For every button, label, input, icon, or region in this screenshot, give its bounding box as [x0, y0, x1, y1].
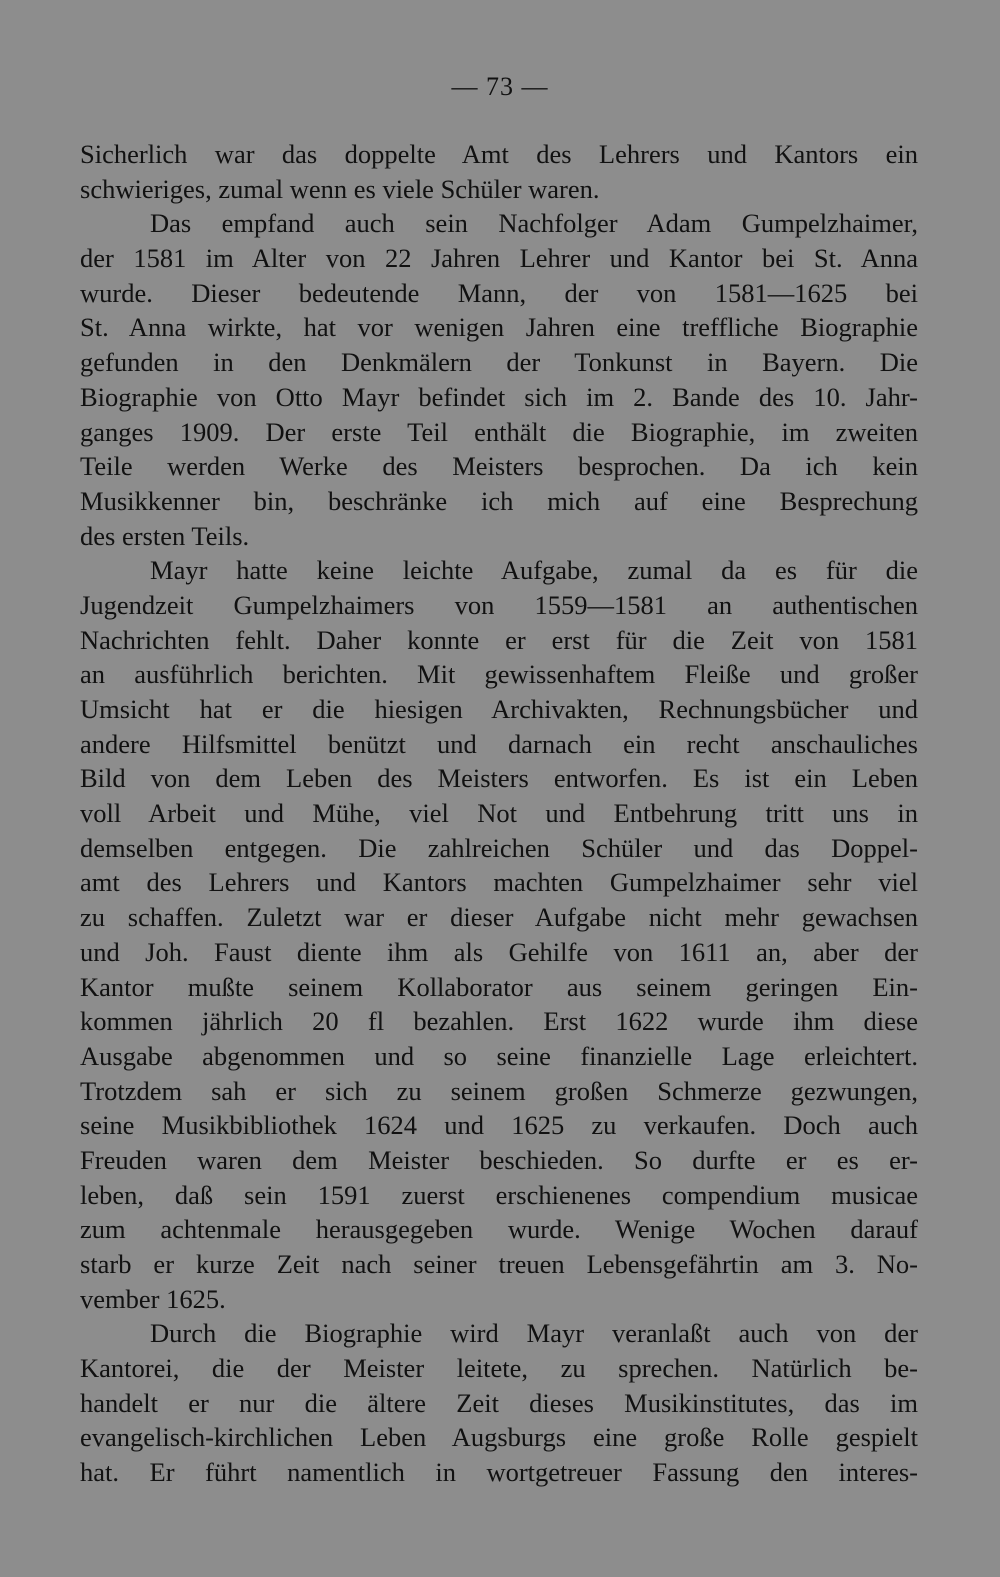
text-line: Sicherlich war das doppelte Amt des Lehrers und Kantors ein: [80, 139, 918, 169]
text-line: demselben entgegen. Die zahlreichen Schüler und das Doppel-: [80, 832, 918, 863]
text-line: Nachrichten fehlt. Daher konnte er erst für die Zeit von 1581: [80, 624, 918, 655]
text-line: Trotzdem sah er sich zu seinem großen Schmerze gezwungen,: [80, 1075, 918, 1106]
text-line: Das empfand auch sein Nachfolger Adam Gumpelzhaimer,: [150, 208, 918, 239]
text-line: an ausführlich berichten. Mit gewissenhaftem Fleiße und großer: [80, 659, 918, 690]
text-line: Durch die Biographie wird Mayr veranlaßt auch von der: [150, 1318, 918, 1349]
text-line: Freuden waren dem Meister beschieden. So durfte er es er-: [80, 1144, 918, 1175]
text-line: ganges 1909. Der erste Teil enthält die Biographie, im zweiten: [80, 416, 918, 447]
text-line: evangelisch-kirchlichen Leben Augsburgs eine große Rolle gespielt: [80, 1422, 918, 1453]
text-line: Kantorei, die der Meister leitete, zu sprechen. Natürlich be-: [80, 1353, 918, 1384]
text-line: Kantor mußte seinem Kollaborator aus seinem geringen Ein-: [80, 971, 918, 1002]
text-line: wurde. Dieser bedeutende Mann, der von 1581—1625 bei: [80, 277, 918, 308]
text-line: amt des Lehrers und Kantors machten Gumpelzhaimer sehr viel: [80, 867, 918, 898]
text-line: zu schaffen. Zuletzt war er dieser Aufgabe nicht mehr gewachsen: [80, 902, 918, 933]
text-line: voll Arbeit und Mühe, viel Not und Entbehrung tritt uns in: [80, 798, 918, 829]
text-line: leben, daß sein 1591 zuerst erschienenes compendium musicae: [80, 1179, 918, 1210]
text-line: starb er kurze Zeit nach seiner treuen Lebensgefährtin am 3. No-: [80, 1249, 918, 1279]
text-line: Biographie von Otto Mayr befindet sich im 2. Bande des 10. Jahr-: [80, 381, 918, 412]
body-text: [80, 137, 918, 1490]
text-line: des ersten Teils.: [80, 520, 250, 551]
text-line: und Joh. Faust diente ihm als Gehilfe von 1611 an, aber der: [80, 936, 918, 967]
page-number: — 73 —: [451, 72, 549, 101]
text-line: der 1581 im Alter von 22 Jahren Lehrer und Kantor bei St. Anna: [80, 243, 918, 274]
text-line: Bild von dem Leben des Meisters entworfen. Es ist ein Leben: [80, 763, 918, 794]
text-line: andere Hilfsmittel benützt und darnach ein recht anschauliches: [80, 728, 918, 759]
text-line: Ausgabe abgenommen und so seine finanzielle Lage erleichtert.: [80, 1040, 918, 1071]
text-line: seine Musikbibliothek 1624 und 1625 zu verkaufen. Doch auch: [80, 1110, 918, 1141]
text-line: Jugendzeit Gumpelzhaimers von 1559—1581 an authentischen: [80, 589, 918, 620]
text-line: Umsicht hat er die hiesigen Archivakten, Rechnungsbücher und: [80, 694, 918, 724]
text-line: gefunden in den Denkmälern der Tonkunst in Bayern. Die: [80, 347, 918, 378]
text-line: hat. Er führt namentlich in wortgetreuer Fassung den interes-: [80, 1457, 918, 1488]
text-line: zum achtenmale herausgegeben wurde. Wenige Wochen darauf: [80, 1214, 918, 1245]
text-line: Mayr hatte keine leichte Aufgabe, zumal da es für die: [150, 555, 918, 586]
text-line: kommen jährlich 20 fl bezahlen. Erst 1622 wurde ihm diese: [80, 1006, 918, 1037]
text-line: vember 1625.: [80, 1283, 226, 1314]
text-line: handelt er nur die ältere Zeit dieses Musikinstitutes, das im: [80, 1387, 918, 1418]
text-line: Musikkenner bin, beschränke ich mich auf eine Besprechung: [80, 485, 918, 516]
text-line: Teile werden Werke des Meisters besprochen. Da ich kein: [80, 451, 918, 482]
text-line: schwieriges, zumal wenn es viele Schüler waren.: [80, 173, 600, 204]
text-line: St. Anna wirkte, hat vor wenigen Jahren eine treffliche Biographie: [80, 312, 918, 343]
